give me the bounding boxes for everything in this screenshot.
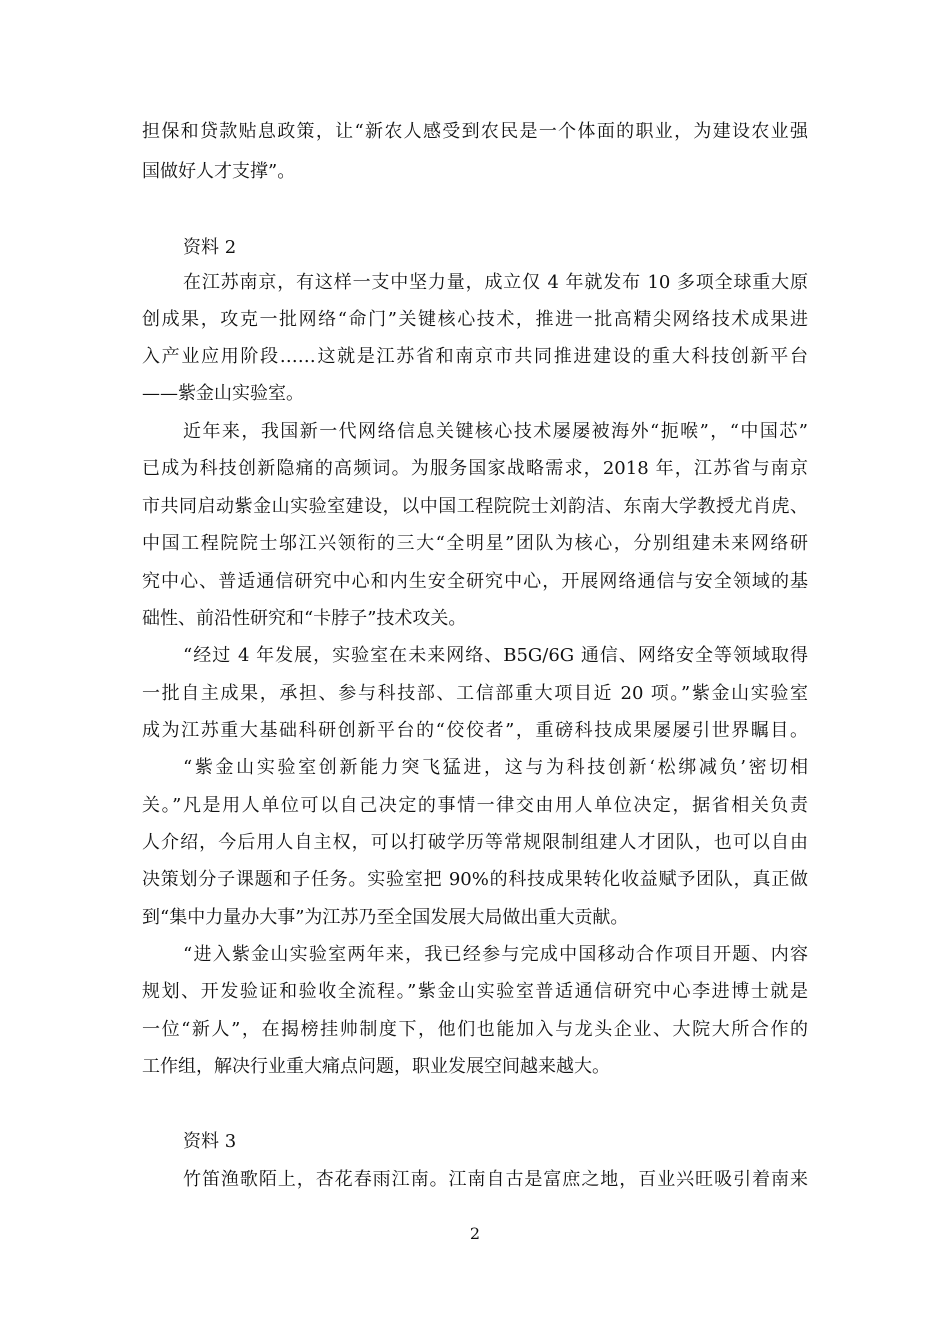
paragraph-line: “紫金山实验室创新能力突飞猛进，这与为科技创新‘松绑减负’密切相: [183, 757, 808, 778]
paragraph-line: 市共同启动紫金山实验室建设，以中国工程院院士刘韵洁、东南大学教授尤肖虎、: [142, 496, 808, 517]
page-number: 2: [469, 1224, 481, 1243]
paragraph-line: 一批自主成果，承担、参与科技部、工信部重大项目近 20 项。”紫金山实验室: [142, 683, 808, 704]
paragraph-line: 究中心、普适通信研究中心和内生安全研究中心，开展网络通信与安全领域的基: [142, 571, 808, 592]
paragraph-line: 工作组，解决行业重大痛点问题，职业发展空间越来越大。: [142, 1056, 610, 1077]
paragraph-line: 成为江苏重大基础科研创新平台的“佼佼者”，重磅科技成果屡屡引世界瞩目。: [142, 720, 808, 741]
paragraph-line: 决策划分子课题和子任务。实验室把 90%的科技成果转化收益赋予团队，真正做: [142, 869, 808, 890]
paragraph-line: “经过 4 年发展，实验室在未来网络、B5G/6G 通信、网络安全等领域取得: [183, 645, 808, 666]
paragraph-line: 关。”凡是用人单位可以自己决定的事情一律交由用人单位决定，据省相关负责: [142, 795, 808, 816]
paragraph-line: 近年来，我国新一代网络信息关键核心技术屡屡被海外“扼喉”，“中国芯”: [183, 421, 808, 442]
paragraph-line: 到“集中力量办大事”为江苏乃至全国发展大局做出重大贡献。: [142, 907, 629, 928]
paragraph-line: 人介绍，今后用人自主权，可以打破学历等常规限制组建人才团队，也可以自由: [142, 832, 808, 853]
paragraph-line: 一位“新人”，在揭榜挂帅制度下，他们也能加入与龙头企业、大院大所合作的: [142, 1019, 808, 1040]
paragraph-line: 中国工程院院士邬江兴领衔的三大“全明星”团队为核心，分别组建未来网络研: [142, 533, 808, 554]
paragraph-line: 已成为科技创新隐痛的高频词。为服务国家战略需求，2018 年，江苏省与南京: [142, 458, 808, 479]
section-heading: 资料 3: [183, 1131, 237, 1152]
section-heading: 资料 2: [183, 237, 237, 258]
paragraph-line: 在江苏南京，有这样一支中坚力量，成立仅 4 年就发布 10 多项全球重大原: [183, 272, 808, 293]
paragraph-line: ——紫金山实验室。: [142, 383, 304, 404]
paragraph-line: 国做好人才支撑”。: [142, 161, 296, 182]
paragraph-line: 竹笛渔歌陌上，杏花春雨江南。江南自古是富庶之地，百业兴旺吸引着南来: [183, 1169, 808, 1190]
paragraph-line: 入产业应用阶段……这就是江苏省和南京市共同推进建设的重大科技创新平台: [142, 346, 808, 367]
paragraph-line: 规划、开发验证和验收全流程。”紫金山实验室普适通信研究中心李进博士就是: [142, 981, 808, 1002]
paragraph-line: 础性、前沿性研究和“卡脖子”技术攻关。: [142, 608, 467, 629]
paragraph-line: 创成果，攻克一批网络“命门”关键核心技术，推进一批高精尖网络技术成果进: [142, 309, 808, 330]
paragraph-line: 担保和贷款贴息政策，让“新农人感受到农民是一个体面的职业，为建设农业强: [142, 121, 808, 142]
paragraph-line: “进入紫金山实验室两年来，我已经参与完成中国移动合作项目开题、内容: [183, 944, 808, 965]
